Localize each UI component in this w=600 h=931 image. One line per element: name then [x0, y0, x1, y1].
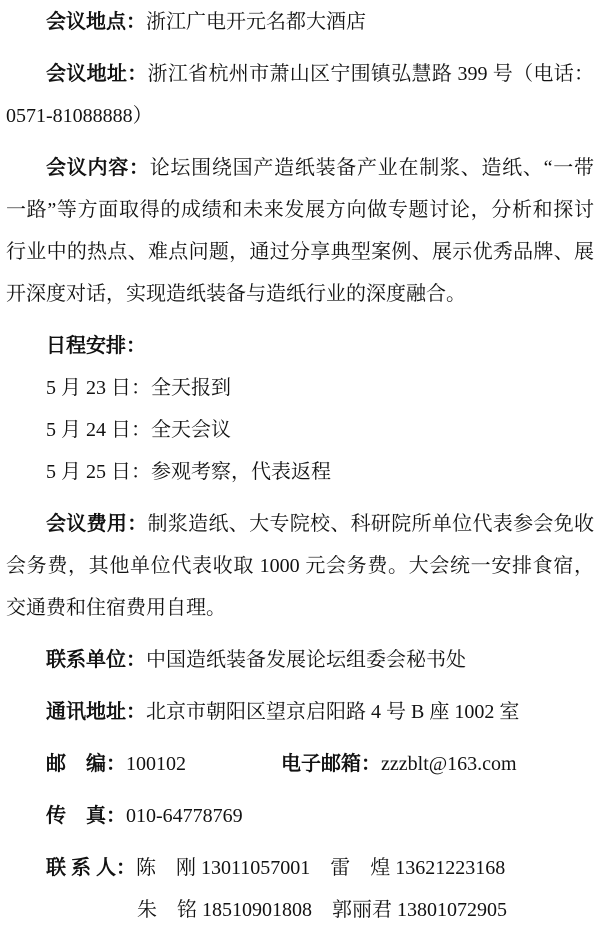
schedule-item-day2: 5 月 24 日：全天会议: [46, 419, 231, 441]
meeting-location-paragraph: [6, 1, 594, 43]
meeting-location-value: 浙江广电开元名都大酒店: [146, 11, 366, 33]
contact-mail-value: 北京市朝阳区望京启阳路 4 号 B 座 1002 室: [146, 701, 520, 723]
schedule-item-day1: 5 月 23 日：全天报到: [46, 377, 231, 399]
contact-persons-paragraph: [6, 847, 594, 931]
meeting-address-label: 会议地址：: [46, 63, 148, 85]
contact-email-label: 电子邮箱：: [281, 753, 381, 775]
meeting-location-label: 会议地点：: [46, 11, 146, 33]
contact-persons-label: 联 系 人：: [46, 857, 136, 879]
meeting-address-value: 浙江省杭州市萧山区宁围镇弘慧路 399 号（电话：0571-81088888）: [6, 63, 595, 127]
contact-mail-label: 通讯地址：: [46, 701, 146, 723]
schedule-heading: [6, 325, 594, 367]
schedule-heading-label: 日程安排：: [46, 335, 146, 357]
schedule-item-day3: 5 月 25 日：参观考察，代表返程: [46, 461, 331, 483]
contact-zip-label: 邮 编：: [46, 753, 126, 775]
fees-value: 制浆造纸、大专院校、科研院所单位代表参会免收会务费，其他单位代表收取 1000 元会务费。大会统一安排食宿，交通费和住宿费用自理。: [6, 513, 595, 619]
contact-org-value: 中国造纸装备发展论坛组委会秘书处: [146, 649, 466, 671]
contact-org-label: 联系单位：: [46, 649, 146, 671]
contact-persons-row2: 朱 铭 18510901808 郭丽君 13801072905: [137, 899, 507, 921]
contact-fax-label: 传 真：: [46, 805, 126, 827]
meeting-content-paragraph: [6, 147, 594, 315]
meeting-content-value: 论坛围绕国产造纸装备产业在制浆、造纸、“一带一路”等方面取得的成绩和未来发展方向做专题讨论，分析和探讨行业中的热点、难点问题，通过分享典型案例、展示优秀品牌、展开深度对话，实现造纸装备与造纸行业的深度融合。: [6, 157, 594, 305]
contact-fax-value: 010-64778769: [126, 805, 243, 827]
schedule-section: [6, 325, 594, 493]
fees-label: 会议费用：: [46, 513, 148, 535]
contact-zip-email-paragraph: [6, 743, 594, 785]
meeting-content-label: 会议内容：: [46, 157, 150, 179]
contact-email-value: zzzblt@163.com: [381, 753, 517, 775]
meeting-address-paragraph: [6, 53, 594, 137]
contact-mail-paragraph: [6, 691, 594, 733]
contact-persons-row1: 陈 刚 13011057001 雷 煌 13621223168: [136, 857, 506, 879]
contact-fax-paragraph: [6, 795, 594, 837]
fees-paragraph: [6, 503, 594, 629]
contact-zip-value: 100102: [126, 753, 186, 775]
contact-org-paragraph: [6, 639, 594, 681]
